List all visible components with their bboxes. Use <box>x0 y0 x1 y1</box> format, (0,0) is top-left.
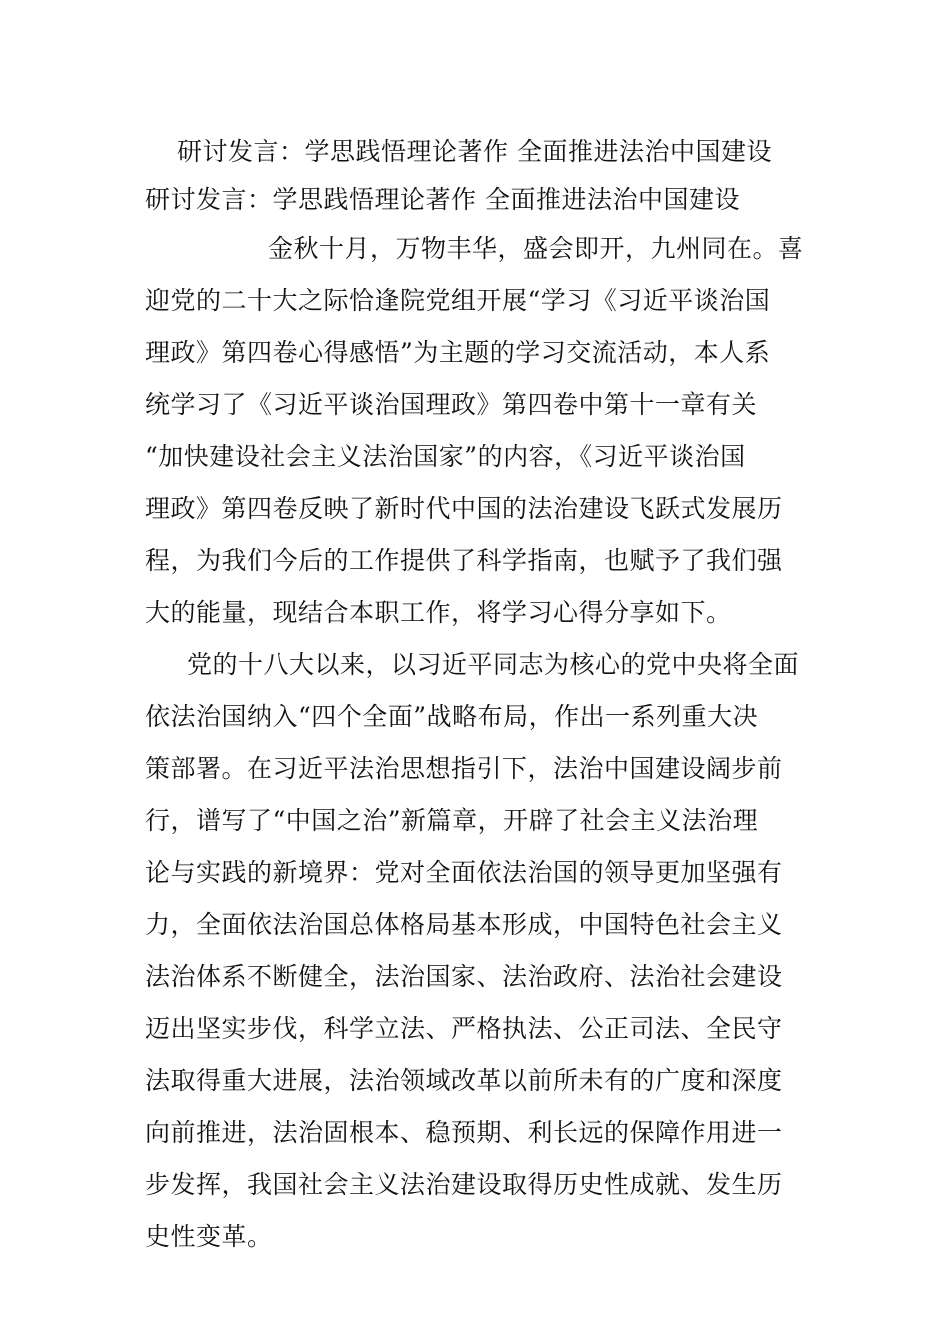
paragraph-2-line: 党的十八大以来，以习近平同志为核心的党中央将全面 <box>187 650 800 679</box>
paragraph-2-line: 向前推进，法治固根本、稳预期、利长远的保障作用进一 <box>145 1118 783 1147</box>
paragraph-1-line: 理政》第四卷反映了新时代中国的法治建设飞跃式发展历 <box>145 494 783 523</box>
paragraph-2-line: 行，谱写了“中国之治”新篇章，开辟了社会主义法治理 <box>145 806 759 835</box>
paragraph-2-line: 史性变革。 <box>145 1222 273 1251</box>
paragraph-2-line: 力，全面依法治国总体格局基本形成，中国特色社会主义 <box>145 910 783 939</box>
paragraph-1-line: “加快建设社会主义法治国家”的内容，《习近平谈治国 <box>145 442 746 471</box>
paragraph-1-line: 理政》第四卷心得感悟”为主题的学习交流活动，本人系 <box>145 338 771 367</box>
document-title-line-1: 研讨发言：学思践悟理论著作 全面推进法治中国建设 <box>177 137 772 166</box>
paragraph-1-line: 金秋十月，万物丰华，盛会即开，九州同在。喜 <box>268 234 804 263</box>
paragraph-1-line: 程，为我们今后的工作提供了科学指南，也赋予了我们强 <box>145 546 783 575</box>
paragraph-2-line: 策部署。在习近平法治思想指引下，法治中国建设阔步前 <box>145 754 783 783</box>
paragraph-2-line: 论与实践的新境界：党对全面依法治国的领导更加坚强有 <box>145 858 783 887</box>
paragraph-1-line: 大的能量，现结合本职工作，将学习心得分享如下。 <box>145 598 732 627</box>
paragraph-1-line: 统学习了《习近平谈治国理政》第四卷中第十一章有关 <box>145 390 758 419</box>
paragraph-2-line: 依法治国纳入“四个全面”战略布局，作出一系列重大决 <box>145 702 759 731</box>
paragraph-1-line: 迎党的二十大之际恰逢院党组开展“学习《习近平谈治国 <box>145 286 771 315</box>
paragraph-2-line: 步发挥，我国社会主义法治建设取得历史性成就、发生历 <box>145 1170 783 1199</box>
paragraph-2-line: 迈出坚实步伐，科学立法、严格执法、公正司法、全民守 <box>145 1014 783 1043</box>
paragraph-2-line: 法治体系不断健全，法治国家、法治政府、法治社会建设 <box>145 962 783 991</box>
paragraph-2-line: 法取得重大进展，法治领域改革以前所未有的广度和深度 <box>145 1066 783 1095</box>
document-title-line-2: 研讨发言：学思践悟理论著作 全面推进法治中国建设 <box>145 185 740 214</box>
